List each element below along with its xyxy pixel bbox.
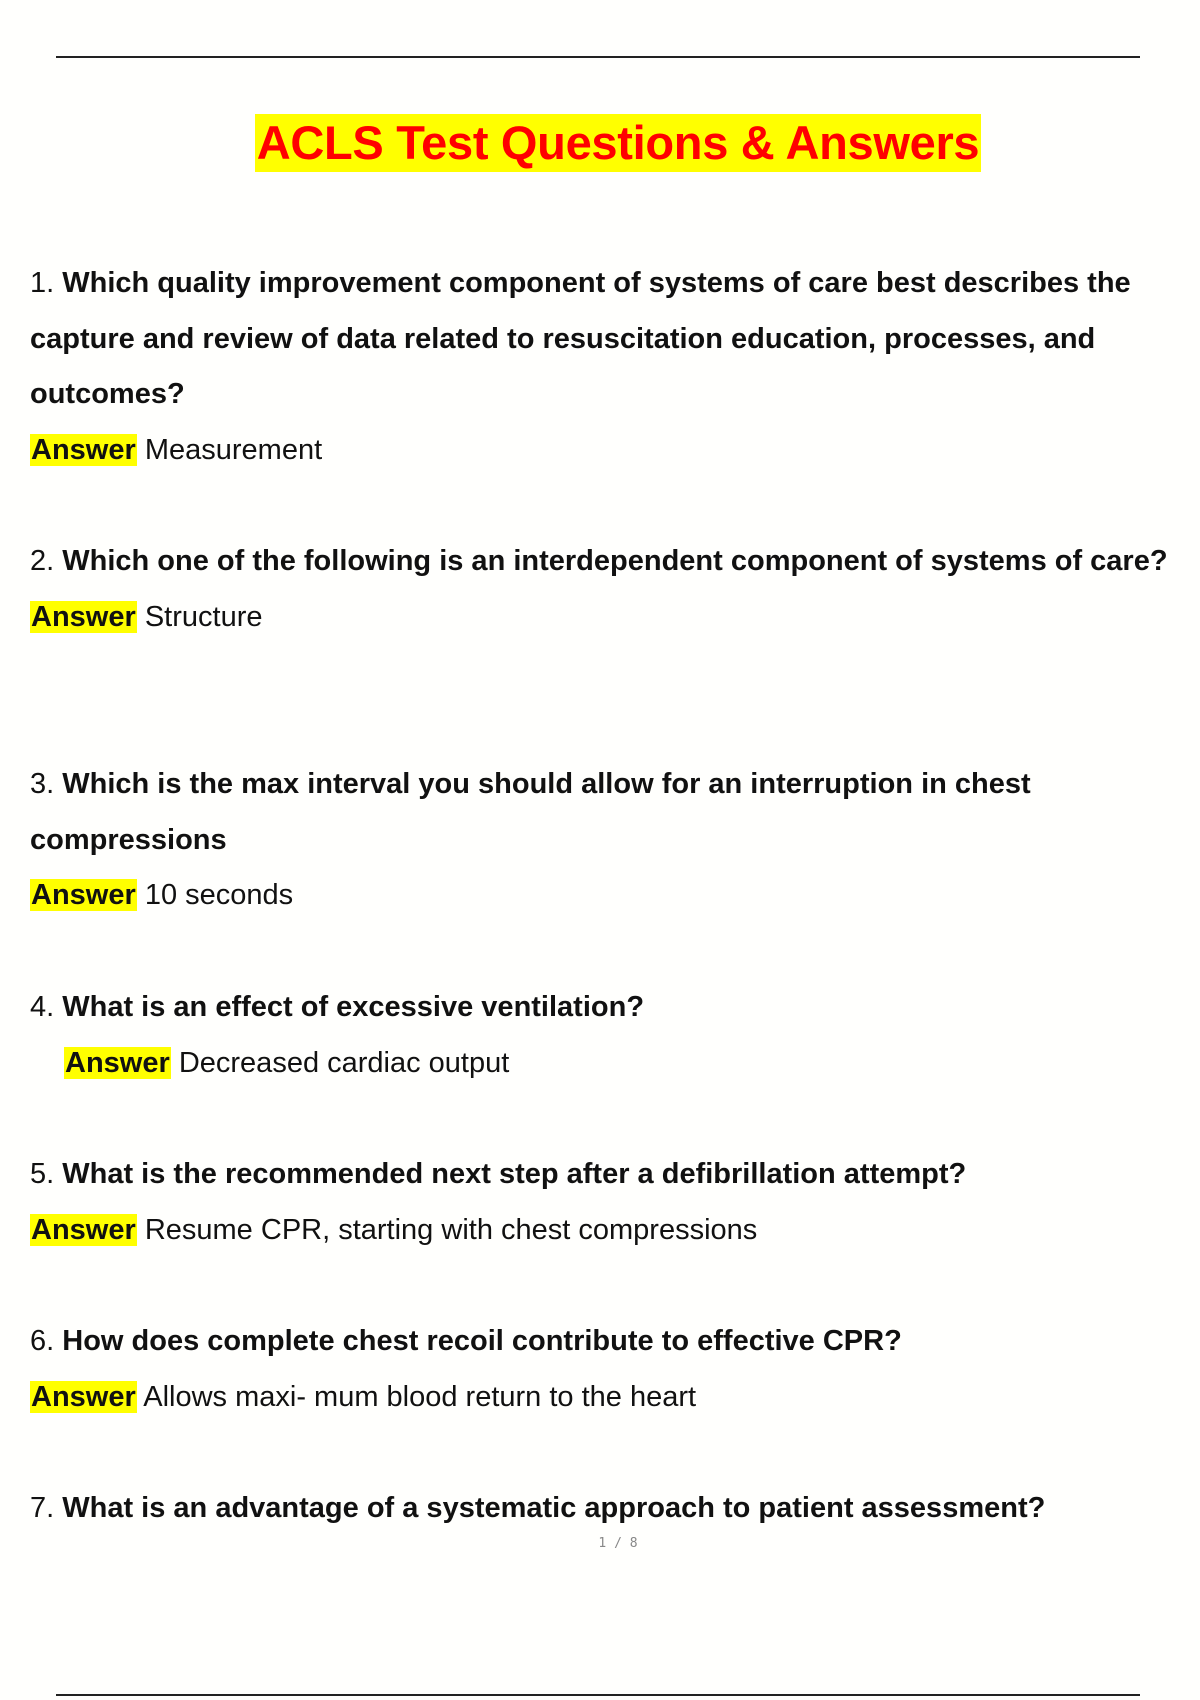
qa-item-2 bbox=[30, 534, 1200, 645]
answer-text: 10 seconds bbox=[144, 879, 294, 911]
answer-label: Answer bbox=[31, 433, 136, 466]
answer-text: Decreased cardiac output bbox=[178, 1046, 510, 1079]
page-number: 1 / 8 bbox=[598, 1536, 638, 1551]
qa-item-4 bbox=[30, 980, 1200, 1091]
answer-1 bbox=[30, 423, 1200, 479]
question-5 bbox=[30, 1147, 1200, 1203]
document-title: ACLS Test Questions & Answers bbox=[255, 114, 982, 172]
qa-item-3 bbox=[30, 757, 1200, 924]
answer-3 bbox=[30, 868, 1200, 924]
question-2 bbox=[30, 534, 1200, 590]
qa-item-5 bbox=[30, 1147, 1200, 1258]
question-text: How does complete chest recoil contribute to effective CPR? bbox=[62, 1325, 902, 1357]
question-number: 6. bbox=[30, 1325, 55, 1357]
top-rule bbox=[56, 56, 1140, 58]
answer-2 bbox=[30, 590, 1200, 646]
answer-text: Allows maxi- mum blood return to the heart bbox=[143, 1380, 697, 1413]
question-7 bbox=[30, 1481, 1200, 1537]
answer-6 bbox=[30, 1370, 1200, 1426]
answer-text: Resume CPR, starting with chest compressions bbox=[144, 1213, 758, 1246]
question-text: Which one of the following is an interdependent component of systems of care? bbox=[62, 545, 1168, 577]
question-number: 2. bbox=[30, 545, 55, 577]
question-text: What is the recommended next step after a defibrillation attempt? bbox=[62, 1158, 967, 1190]
question-number: 7. bbox=[30, 1492, 55, 1524]
answer-5 bbox=[30, 1203, 1200, 1259]
answer-label: Answer bbox=[31, 600, 136, 633]
answer-4 bbox=[30, 1036, 1200, 1092]
qa-item-1 bbox=[30, 256, 1200, 478]
question-number: 1. bbox=[30, 267, 55, 299]
question-text: Which is the max interval you should allow for an interruption in chest compressions bbox=[30, 768, 1031, 856]
question-text: Which quality improvement component of systems of care best describes the capture and review of data related to resuscitation education, processes, and outcomes? bbox=[30, 267, 1131, 410]
title-container bbox=[0, 114, 1200, 172]
question-number: 5. bbox=[30, 1158, 55, 1190]
question-number: 4. bbox=[30, 991, 55, 1023]
question-number: 3. bbox=[30, 768, 55, 800]
question-4 bbox=[30, 980, 1200, 1036]
qa-item-7 bbox=[30, 1481, 1200, 1537]
answer-text: Structure bbox=[144, 600, 263, 633]
answer-label: Answer bbox=[31, 879, 136, 911]
qa-item-6 bbox=[30, 1314, 1200, 1425]
answer-text: Measurement bbox=[144, 433, 323, 466]
answer-label: Answer bbox=[31, 1213, 136, 1246]
answer-label: Answer bbox=[31, 1380, 136, 1413]
question-text: What is an advantage of a systematic approach to patient assessment? bbox=[62, 1492, 1046, 1524]
question-1 bbox=[30, 256, 1200, 423]
bottom-rule bbox=[56, 1694, 1140, 1696]
question-3 bbox=[30, 757, 1200, 868]
answer-label: Answer bbox=[65, 1046, 170, 1079]
question-6 bbox=[30, 1314, 1200, 1370]
question-text: What is an effect of excessive ventilation? bbox=[62, 991, 645, 1023]
